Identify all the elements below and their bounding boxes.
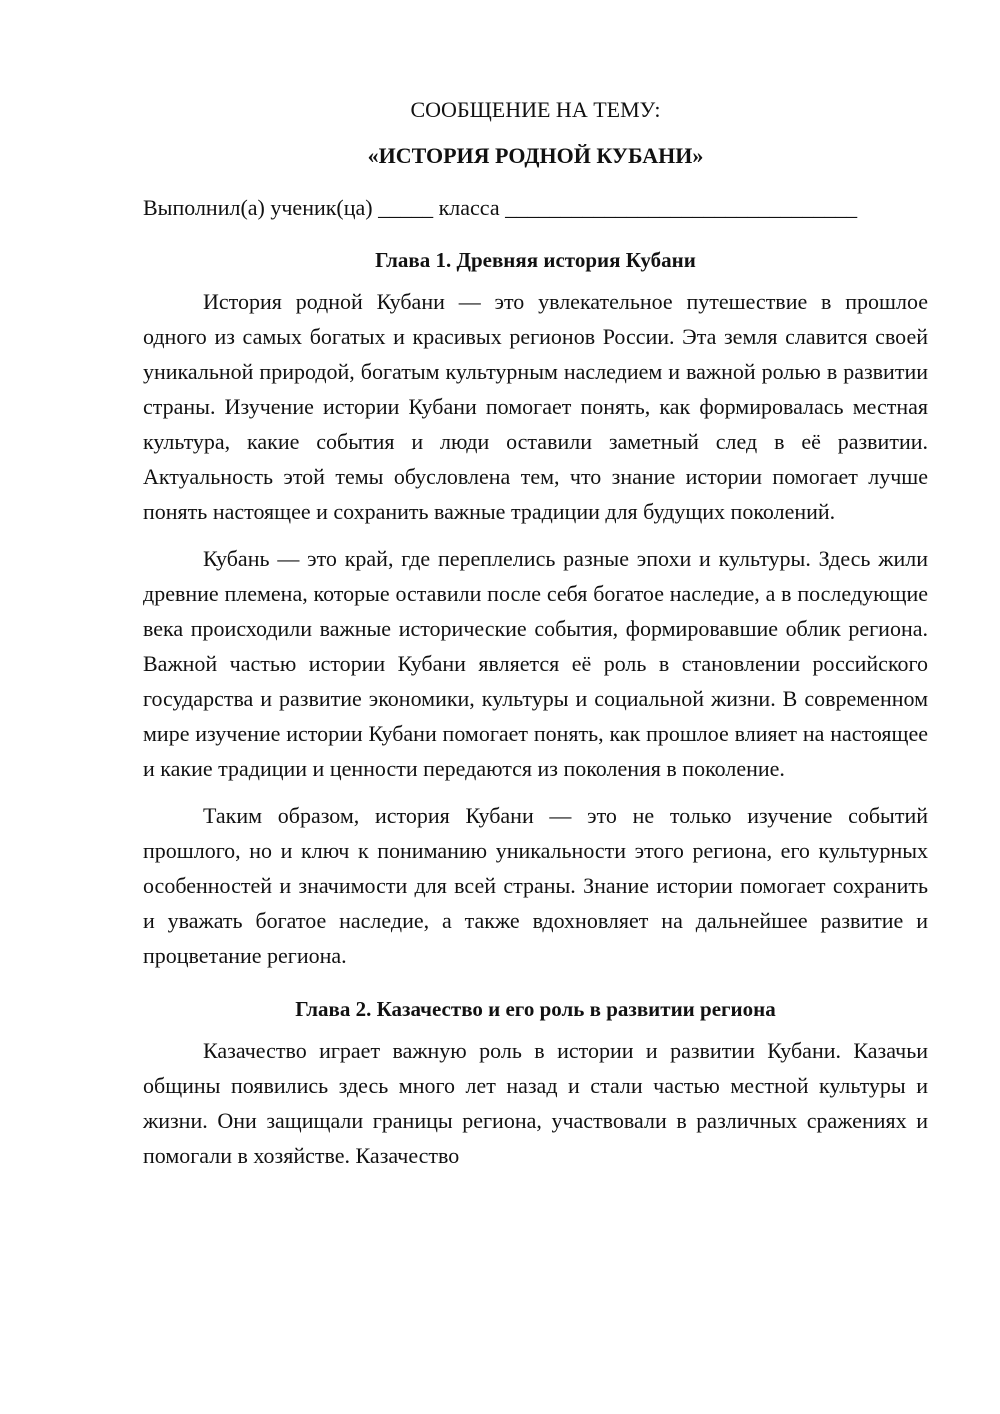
author-line: Выполнил(а) ученик(ца) _____ класса ________________________________ [143,195,858,220]
chapter-1-paragraph: История родной Кубани — это увлекательное путешествие в прошлое одного из самых богатых и красивых регионов России. Эта земля славится своей уникальной природой, богатым культурным наследием и важной ролью в развитии страны. Изучение истории Кубани помогает понять, как формировалась местная культура, какие события и люди оставили заметный след в её развитии. Актуальность этой темы обусловлена тем, что знание истории помогает лучше понять настоящее и сохранить важные традиции для будущих поколений. [143,289,928,524]
document-content [143,90,928,1173]
chapter-2-heading: Глава 2. Казачество и его роль в развитии региона [295,997,776,1021]
chapter-1-paragraph: Таким образом, история Кубани — это не только изучение событий прошлого, но и ключ к пониманию уникальности этого региона, его культурных особенностей и значимости для всей страны. Знание истории помогает сохранить и уважать богатое наследие, а также вдохновляет на дальнейшее развитие и процветание региона. [143,803,928,968]
chapter-2-paragraph: Казачество играет важную роль в истории и развитии Кубани. Казачьи общины появились здесь много лет назад и стали частью местной культуры и жизни. Они защищали границы региона, участвовали в различных сражениях и помогали в хозяйстве. Казачество [143,1038,928,1168]
document-title: СООБЩЕНИЕ НА ТЕМУ: [410,97,661,122]
chapter-1-heading: Глава 1. Древняя история Кубани [375,248,696,272]
document-subtitle: «ИСТОРИЯ РОДНОЙ КУБАНИ» [367,143,704,168]
chapter-1-paragraph: Кубань — это край, где переплелись разные эпохи и культуры. Здесь жили древние племена, которые оставили после себя богатое наследие, а в последующие века происходили важные исторические события, формировавшие облик региона. Важной частью истории Кубани является её роль в становлении российского государства и развитие экономики, культуры и социальной жизни. В современном мире изучение истории Кубани помогает понять, как прошлое влияет на настоящее и какие традиции и ценности передаются из поколения в поколение. [143,546,928,781]
